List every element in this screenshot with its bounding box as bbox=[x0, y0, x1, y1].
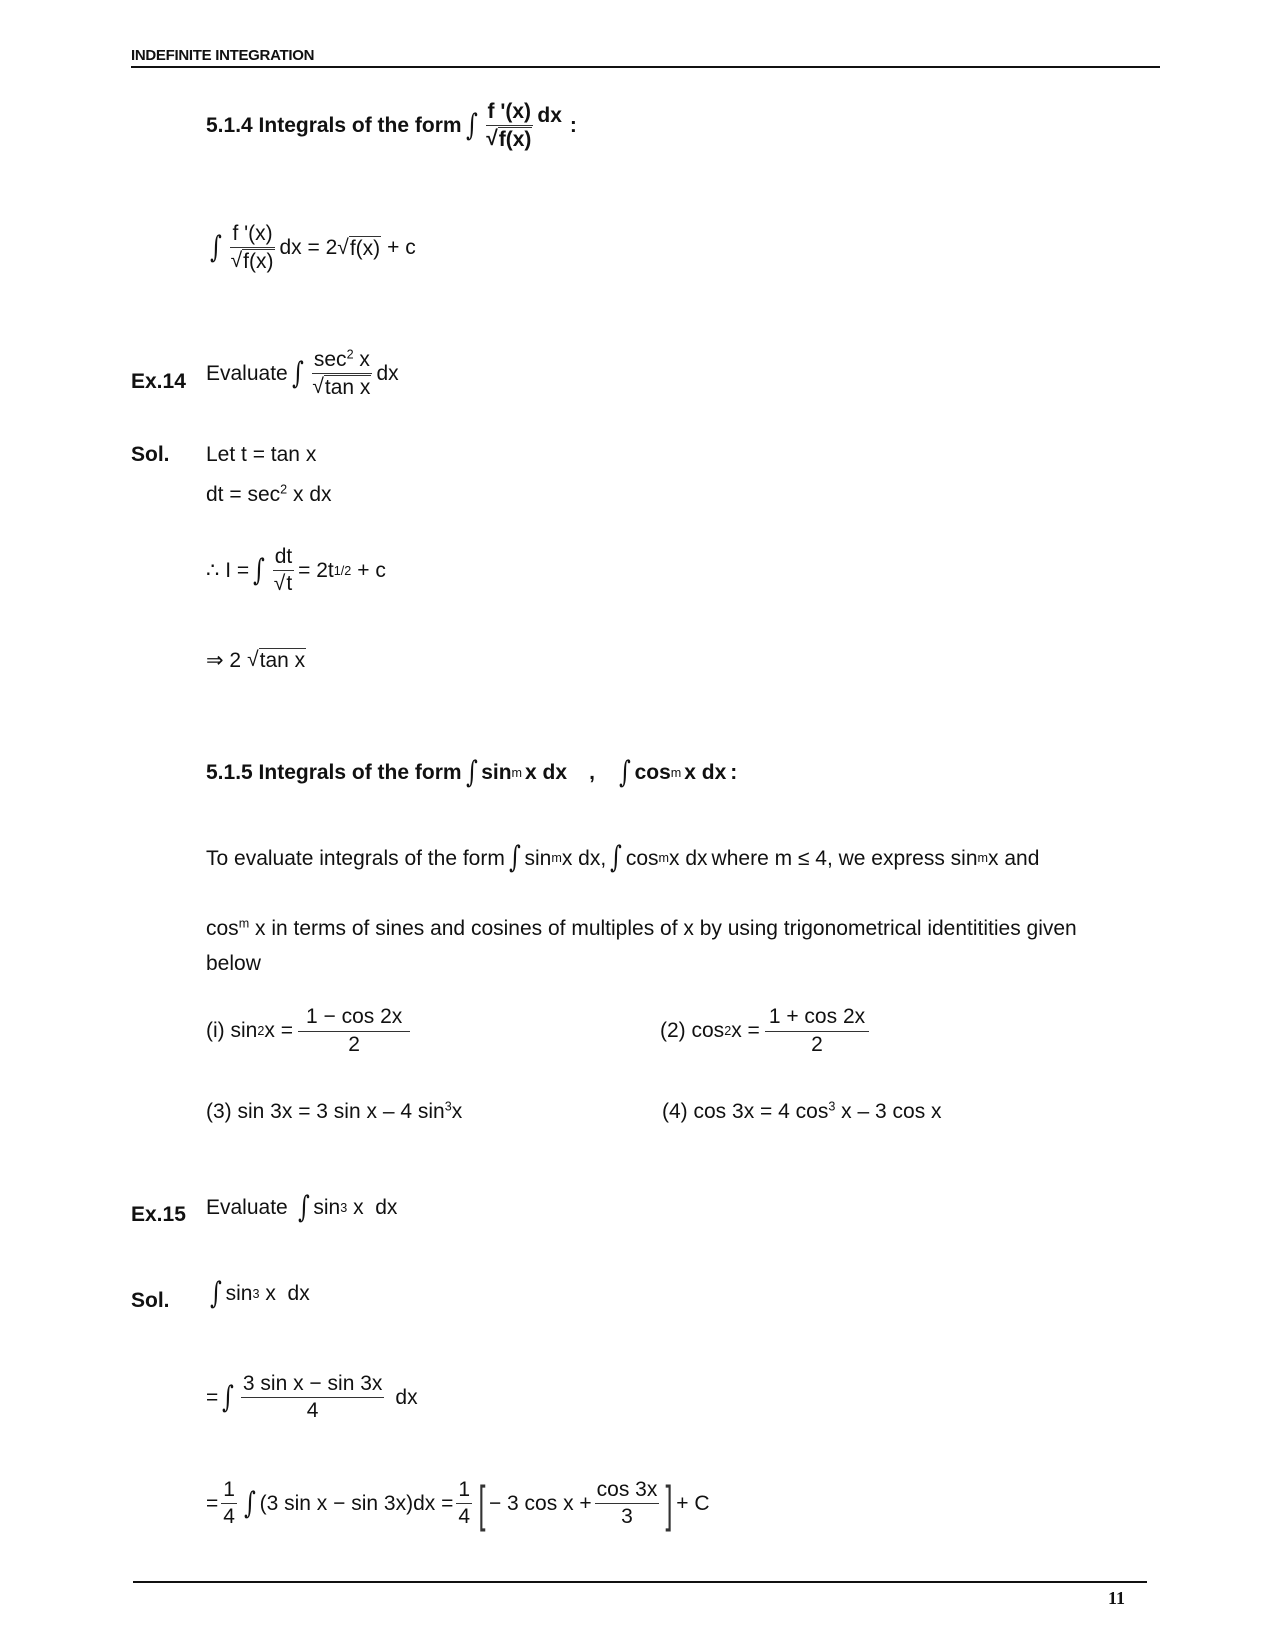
example-15-label: Ex.15 bbox=[131, 1203, 186, 1226]
fraction-denominator bbox=[310, 374, 373, 399]
integral-sign-icon: ∫ bbox=[465, 755, 478, 790]
colon: : bbox=[569, 113, 577, 137]
identity-text: x bbox=[451, 1100, 463, 1123]
left-bracket-icon: [ bbox=[478, 1475, 486, 1532]
identity-text: x – 3 cos x bbox=[835, 1100, 942, 1123]
formula-text: + c bbox=[387, 235, 416, 259]
identity-text: x = bbox=[731, 1019, 760, 1043]
fraction-denominator: 4 bbox=[458, 1505, 471, 1529]
square-root bbox=[231, 249, 275, 273]
dx: dx bbox=[376, 361, 399, 385]
solution-step-2 bbox=[206, 483, 332, 507]
sin: sin bbox=[481, 761, 512, 784]
fraction-numerator: dt bbox=[273, 545, 295, 571]
radical-icon: √ bbox=[312, 375, 324, 399]
solution-15-label: Sol. bbox=[131, 1289, 170, 1312]
cos: cos bbox=[634, 761, 671, 784]
fraction-numerator: 1 + cos 2x bbox=[765, 1005, 869, 1032]
integral-sign-icon: ∫ bbox=[291, 355, 304, 391]
step-text: + C bbox=[676, 1491, 710, 1515]
square-root bbox=[274, 572, 293, 595]
integral-sign-icon: ∫ bbox=[610, 840, 622, 875]
square-root bbox=[247, 648, 306, 672]
dx: dx bbox=[395, 1385, 418, 1409]
fraction bbox=[221, 1478, 237, 1529]
fraction-numerator bbox=[312, 348, 372, 374]
radical-icon: √ bbox=[337, 235, 349, 259]
paragraph-text: cos bbox=[206, 917, 239, 940]
step-text: ⇒ 2 bbox=[206, 649, 242, 672]
solution-step-1: Let t = tan x bbox=[206, 443, 317, 466]
solution-14-label: Sol. bbox=[131, 443, 170, 466]
radicand: f(x) bbox=[498, 128, 532, 152]
paragraph-text: x and bbox=[988, 846, 1040, 870]
exponent: 3 bbox=[828, 1099, 836, 1114]
paragraph-text: To evaluate integrals of the form bbox=[206, 846, 505, 870]
solution-step-3: ∴ I = ∫ dt √ t = 2t 1/2 + c bbox=[206, 545, 386, 596]
fraction-numerator: 3 sin x − sin 3x bbox=[241, 1372, 384, 1398]
fraction-numerator: 1 − cos 2x bbox=[298, 1005, 410, 1032]
x-dx: x dx bbox=[259, 1282, 310, 1305]
integral-sign-icon: ∫ bbox=[209, 229, 222, 265]
identity-2: (2) cos 2 x = $\frac{1 + \cos 2x}{2}$ bbox=[660, 1005, 872, 1057]
step-text: x dx bbox=[287, 483, 332, 506]
radicand: t bbox=[286, 572, 293, 596]
fraction bbox=[595, 1478, 660, 1529]
paragraph-line-1: To evaluate integrals of the form ∫ sin m x dx, ∫ cos m x dx where m ≤ 4, we express sin m x and bbox=[206, 840, 1040, 875]
cos: cos bbox=[625, 846, 659, 870]
square-root bbox=[486, 127, 532, 151]
radicand: f(x) bbox=[349, 236, 381, 260]
exponent: 2 bbox=[346, 347, 354, 362]
formula-text: dx = 2 bbox=[279, 235, 338, 259]
section-515-heading: 5.1.5 Integrals of the form ∫ sin m x dx , ∫ cos m x dx : bbox=[206, 755, 738, 790]
fraction-denominator bbox=[272, 571, 295, 596]
integral-sign-icon: ∫ bbox=[297, 1190, 310, 1225]
integral-sign-icon: ∫ bbox=[253, 552, 265, 588]
fraction-numerator: 1 bbox=[456, 1478, 472, 1504]
x-dx: x dx bbox=[684, 761, 727, 784]
sin: sin bbox=[225, 1282, 253, 1305]
section-515-title: 5.1.5 Integrals of the form bbox=[206, 761, 462, 784]
example-14-label: Ex.14 bbox=[131, 370, 186, 393]
exponent: 2 bbox=[280, 482, 288, 497]
integral-sign-icon: ∫ bbox=[209, 1276, 222, 1311]
running-header: INDEFINITE INTEGRATION bbox=[131, 47, 315, 64]
fraction-denominator: 4 bbox=[306, 1399, 319, 1423]
equals: = bbox=[206, 1491, 219, 1515]
identity-text: (4) cos 3x = 4 cos bbox=[662, 1100, 829, 1123]
identity-text: x = bbox=[264, 1019, 293, 1043]
x-dx: x dx, bbox=[561, 846, 607, 870]
radicand: f(x) bbox=[243, 250, 274, 274]
fraction-denominator: 2 bbox=[348, 1033, 360, 1057]
square-root bbox=[337, 236, 381, 260]
example-15-question: Evaluate ∫ sin 3 x dx bbox=[206, 1190, 398, 1225]
step-text: ∴ I = bbox=[206, 559, 250, 583]
example-14-question bbox=[206, 348, 399, 399]
square-root bbox=[312, 375, 371, 399]
equals: = bbox=[206, 1385, 219, 1409]
fraction bbox=[456, 1478, 472, 1529]
fraction-numerator: f '(x) bbox=[486, 100, 534, 126]
section-514-title: 5.1.4 Integrals of the form bbox=[206, 113, 462, 137]
x-dx: x dx bbox=[525, 761, 568, 784]
solution-15-step-1: ∫ sin 3 x dx bbox=[209, 1276, 310, 1311]
radicand: tan x bbox=[259, 649, 306, 673]
evaluate-text: Evaluate bbox=[206, 361, 288, 385]
integral-sign-icon: ∫ bbox=[222, 1379, 234, 1415]
fraction-denominator: 2 bbox=[811, 1033, 823, 1057]
footer-rule bbox=[133, 1581, 1147, 1583]
fraction bbox=[310, 348, 373, 399]
paragraph-text: x in terms of sines and cosines of multiples of x by using trigonometrical identitities given bbox=[249, 917, 1077, 940]
exponent: 3 bbox=[444, 1099, 452, 1114]
fraction bbox=[484, 100, 534, 151]
solution-step-4 bbox=[206, 648, 306, 673]
fraction-denominator bbox=[229, 248, 277, 273]
x-dx: x dx bbox=[669, 846, 708, 870]
identity-3 bbox=[206, 1100, 462, 1124]
x-dx: x dx bbox=[347, 1196, 398, 1219]
fraction-numerator: f '(x) bbox=[230, 222, 274, 248]
identity-text: (i) sin bbox=[206, 1019, 258, 1043]
fraction-denominator: 3 bbox=[621, 1505, 633, 1529]
comma: , bbox=[589, 761, 595, 784]
page-number: 11 bbox=[1108, 1588, 1126, 1608]
integral-sign-icon: ∫ bbox=[243, 1485, 256, 1521]
x: x bbox=[353, 348, 370, 371]
integral-sign-icon: ∫ bbox=[508, 840, 521, 875]
integral-sign-icon: ∫ bbox=[618, 755, 631, 790]
exponent: m bbox=[238, 916, 250, 931]
integral-sign-icon: ∫ bbox=[465, 107, 478, 143]
radical-icon: √ bbox=[486, 127, 498, 151]
fraction-denominator: 4 bbox=[223, 1505, 235, 1529]
step-text: (3 sin x − sin 3x)dx = bbox=[259, 1491, 454, 1515]
identity-4 bbox=[662, 1100, 942, 1124]
step-text: − 3 cos x + bbox=[488, 1491, 592, 1515]
solution-15-step-3 bbox=[206, 1475, 710, 1532]
paragraph-text: where m ≤ 4, we express sin bbox=[711, 846, 978, 870]
header-rule bbox=[131, 66, 1160, 68]
dx: dx bbox=[537, 103, 562, 127]
identity-1: (i) sin 2 x = $\frac{1 - \cos 2x}{2}$ bbox=[206, 1005, 413, 1057]
radical-icon: √ bbox=[273, 572, 286, 596]
radicand: tan x bbox=[324, 376, 371, 400]
identity-text: (2) cos bbox=[660, 1019, 725, 1043]
radical-icon: √ bbox=[230, 249, 243, 273]
colon: : bbox=[730, 761, 738, 784]
sin: sin bbox=[313, 1196, 341, 1219]
solution-15-step-2 bbox=[206, 1372, 418, 1423]
section-514-heading bbox=[206, 100, 577, 151]
step-text: + c bbox=[357, 558, 386, 582]
fraction bbox=[272, 545, 295, 596]
fraction bbox=[229, 222, 277, 273]
fraction-numerator: 1 bbox=[221, 1478, 237, 1504]
paragraph-line-2 bbox=[206, 918, 1077, 939]
radical-icon: √ bbox=[247, 648, 259, 672]
fraction bbox=[765, 1005, 869, 1057]
sin: sin bbox=[524, 846, 552, 870]
fraction-numerator: cos 3x bbox=[595, 1478, 660, 1504]
step-text: = 2t bbox=[298, 558, 334, 582]
step-text: dt = sec bbox=[206, 483, 281, 506]
sec: sec bbox=[313, 348, 347, 371]
evaluate-text: Evaluate bbox=[206, 1196, 288, 1219]
formula-514 bbox=[206, 222, 416, 273]
paragraph-line-3: below bbox=[206, 952, 261, 975]
right-bracket-icon: ] bbox=[665, 1475, 673, 1532]
fraction bbox=[298, 1005, 410, 1057]
fraction bbox=[241, 1372, 384, 1423]
fraction-denominator bbox=[484, 126, 534, 151]
identity-text: (3) sin 3x = 3 sin x – 4 sin bbox=[206, 1100, 445, 1123]
